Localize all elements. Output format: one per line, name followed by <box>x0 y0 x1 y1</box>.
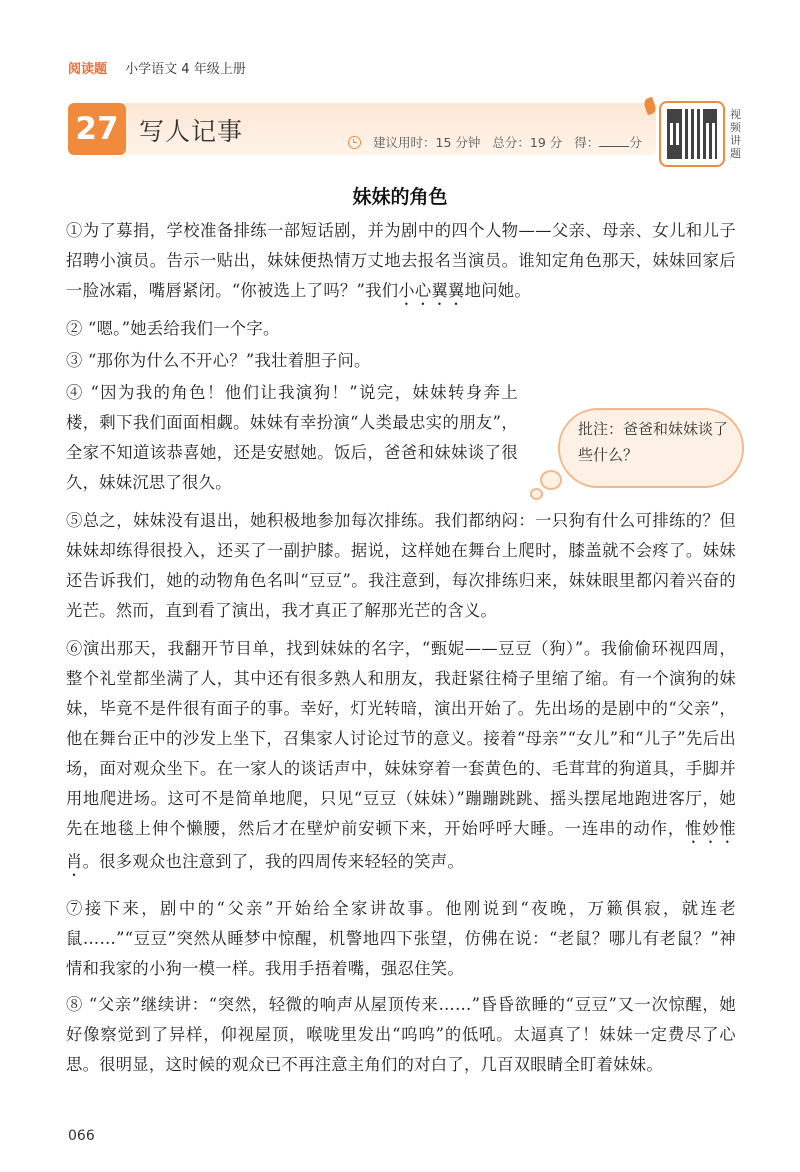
get-score <box>574 133 642 151</box>
annotation-text: 批注：爸爸和妹妹谈了些什么？ <box>578 420 729 464</box>
score-label: 总分：19 分 <box>492 135 563 150</box>
time-label: 建议用时：15 分钟 <box>373 135 481 150</box>
annotation-bubble-tail-small <box>530 488 543 500</box>
paragraph-7: ⑦接下来，剧中的“父亲”开始给全家讲故事。他刚说到“夜晚，万籁俱寂，就连老鼠……”“豆豆”突然从睡梦中惊醒，机警地四下张望，仿佛在说：“老鼠？哪儿有老鼠？”神情和我家的小狗一模一样。我用手捂着嘴，强忍住笑。 <box>66 899 736 978</box>
emphasized-word: 小心翼翼 <box>398 281 465 300</box>
paragraph-2: ② “嗯。”她丢给我们一个字。 <box>66 319 280 338</box>
paragraph-1 <box>66 216 736 309</box>
unit-title: 写人记事 <box>139 117 244 146</box>
unit-number-badge: 27 <box>68 103 126 155</box>
emphasized-word: 惟妙惟肖 <box>66 819 736 871</box>
get-suffix: 分 <box>629 135 642 150</box>
qr-label: 视频讲题 <box>730 108 741 160</box>
clock-icon <box>348 136 361 149</box>
paragraph-1-text: ①为了募捐，学校准备排练一部短话剧，并为剧中的四个人物——父亲、母亲、女儿和儿子招聘小演员。告示一贴出，妹妹便热情万丈地去报名当演员。谁知定角色那天，妹妹回家后一脸冰霜，嘴唇紧闭。“你被选上了吗？”我们 <box>66 221 736 300</box>
header <box>68 58 246 77</box>
qr-code-icon <box>667 109 717 159</box>
paragraph-6-text: ⑥演出那天，我翻开节目单，找到妹妹的名字，“甄妮——豆豆（狗）”。我偷偷环视四周，整个礼堂都坐满了人，其中还有很多熟人和朋友，我赶紧往椅子里缩了缩。有一个演狗的妹妹，毕竟不是件很有面子的事。幸好，灯光转暗，演出开始了。先出场的是剧中的“父亲”，他在舞台正中的沙发上坐下，召集家人讨论过节的意义。接着“母亲”“女儿”和“儿子”先后出场，面对观众坐下。在一家人的谈话声中，妹妹穿着一套黄色的、毛茸茸的狗道具，手脚并用地爬进场。这可不是简单地爬，只见“豆豆（妹妹）”蹦蹦跳跳、摇头摆尾地跑进客厅，她先在地毯上伸个懒腰，然后才在壁炉前安顿下来，开始呼呼大睡。一连串的动作， <box>66 639 736 838</box>
paragraph-4: ④ “因为我的角色！他们让我演狗！”说完，妹妹转身奔上楼，剩下我们面面相觑。妹妹有幸扮演“人类最忠实的朋友”，全家不知道该恭喜她，还是安慰她。饭后，爸爸和妹妹谈了很久，妹妹沉思了很久。 <box>66 383 518 492</box>
paragraph-6 <box>66 634 736 880</box>
paragraph-5: ⑤总之，妹妹没有退出，她积极地参加每次排练。我们都纳闷：一只狗有什么可排练的？但妹妹却练得很投入，还买了一副护膝。据说，这样她在舞台上爬时，膝盖就不会疼了。妹妹还告诉我们，她的动物角色名叫“豆豆”。我注意到，每次排练归来，妹妹眼里都闪着兴奋的光芒。然而，直到看了演出，我才真正了解那光芒的含义。 <box>66 511 736 620</box>
paragraph-6-end: 。很多观众也注意到了，我的四周传来轻轻的笑声。 <box>82 852 464 871</box>
header-tag: 阅读题 <box>68 62 108 77</box>
article-title: 妹妹的角色 <box>352 186 448 208</box>
score-blank[interactable] <box>599 134 629 147</box>
get-label: 得： <box>574 135 600 150</box>
unit-meta <box>348 133 642 151</box>
annotation-bubble-tail <box>540 470 562 490</box>
paragraph-3: ③ “那你为什么不开心？”我壮着胆子问。 <box>66 351 371 370</box>
paragraph-8: ⑧ “父亲”继续讲：“突然，轻微的响声从屋顶传来……”昏昏欲睡的“豆豆”又一次惊醒，她好像察觉到了异样，仰视屋顶，喉咙里发出“呜呜”的低吼。太逼真了！妹妹一定费尽了心思。很明显，这时候的观众已不再注意主角们的对白了，几百双眼睛全盯着妹妹。 <box>66 995 736 1074</box>
qr-code[interactable] <box>659 101 725 167</box>
page-number: 066 <box>68 1128 95 1144</box>
paragraph-1-end: 地问她。 <box>464 281 531 300</box>
header-book: 小学语文 4 年级上册 <box>125 62 246 77</box>
